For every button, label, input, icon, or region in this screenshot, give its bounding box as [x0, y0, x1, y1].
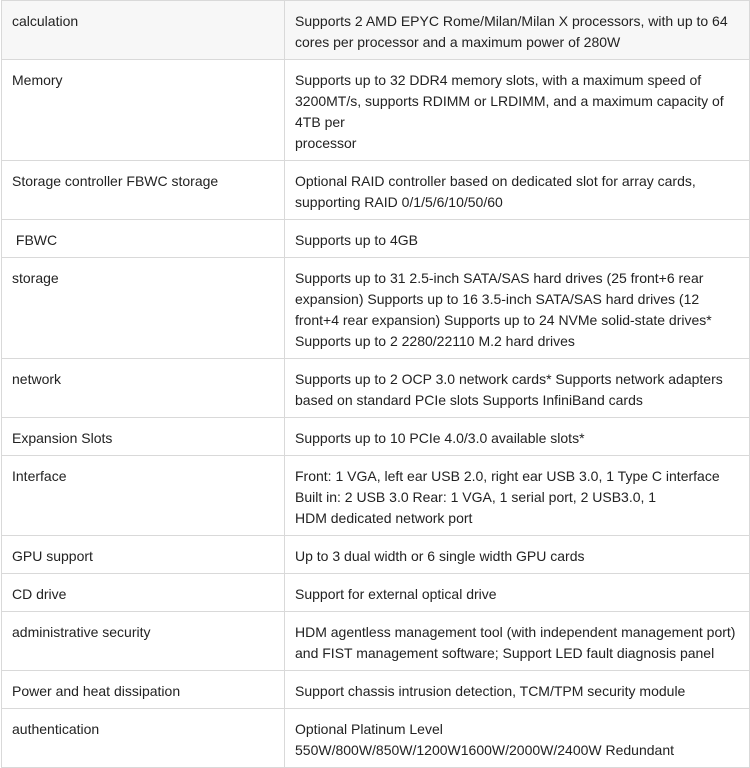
spec-value: Supports up to 31 2.5-inch SATA/SAS hard drives (25 front+6 rear expansion) Supports up to 16 3.5-inch SATA/SAS hard drives (12 front+4 rear expansion) Supports up to 24 NVMe solid-state drives* Supports up to 2 2280/22110 M.2 hard drives: [285, 258, 750, 359]
spec-value: Supports up to 2 OCP 3.0 network cards* Supports network adapters based on standard PCIe slots Supports InfiniBand cards: [285, 359, 750, 418]
spec-label: Memory: [2, 60, 285, 161]
spec-label: Storage controller FBWC storage: [2, 161, 285, 220]
specifications-table: [1, 0, 750, 768]
table-row: [2, 456, 750, 536]
spec-label: storage: [2, 258, 285, 359]
spec-label: Interface: [2, 456, 285, 536]
spec-label: authentication: [2, 709, 285, 768]
spec-label: GPU support: [2, 536, 285, 574]
spec-label: Power and heat dissipation: [2, 671, 285, 709]
spec-value: Front: 1 VGA, left ear USB 2.0, right ear USB 3.0, 1 Type C interface Built in: 2 USB 3.0 Rear: 1 VGA, 1 serial port, 2 USB3.0, 1 HDM dedicated network port: [285, 456, 750, 536]
spec-value: HDM agentless management tool (with independent management port) and FIST management software; Support LED fault diagnosis panel: [285, 612, 750, 671]
table-row: [2, 418, 750, 456]
spec-value: Up to 3 dual width or 6 single width GPU cards: [285, 536, 750, 574]
table-row: [2, 612, 750, 671]
spec-value: Supports up to 10 PCIe 4.0/3.0 available slots*: [285, 418, 750, 456]
spec-label: Expansion Slots: [2, 418, 285, 456]
table-row: [2, 60, 750, 161]
spec-label-text: FBWC: [12, 232, 58, 248]
spec-value: Supports up to 32 DDR4 memory slots, with a maximum speed of 3200MT/s, supports RDIMM or LRDIMM, and a maximum capacity of 4TB per processor: [285, 60, 750, 161]
table-row: [2, 671, 750, 709]
spec-value: Supports 2 AMD EPYC Rome/Milan/Milan X processors, with up to 64 cores per processor and a maximum power of 280W: [285, 1, 750, 60]
spec-label: [2, 220, 285, 258]
spec-value: Optional Platinum Level 550W/800W/850W/1200W1600W/2000W/2400W Redundant: [285, 709, 750, 768]
spec-value: Support for external optical drive: [285, 574, 750, 612]
table-row: [2, 161, 750, 220]
spec-value: Support chassis intrusion detection, TCM/TPM security module: [285, 671, 750, 709]
table-row: [2, 1, 750, 60]
table-row: [2, 536, 750, 574]
table-row: [2, 709, 750, 768]
table-row: [2, 359, 750, 418]
spec-label: CD drive: [2, 574, 285, 612]
table-row: [2, 220, 750, 258]
table-row: [2, 258, 750, 359]
spec-label: administrative security: [2, 612, 285, 671]
spec-value: Optional RAID controller based on dedicated slot for array cards, supporting RAID 0/1/5/6/10/50/60: [285, 161, 750, 220]
spec-value: Supports up to 4GB: [285, 220, 750, 258]
spec-label: calculation: [2, 1, 285, 60]
table-row: [2, 574, 750, 612]
spec-label: network: [2, 359, 285, 418]
